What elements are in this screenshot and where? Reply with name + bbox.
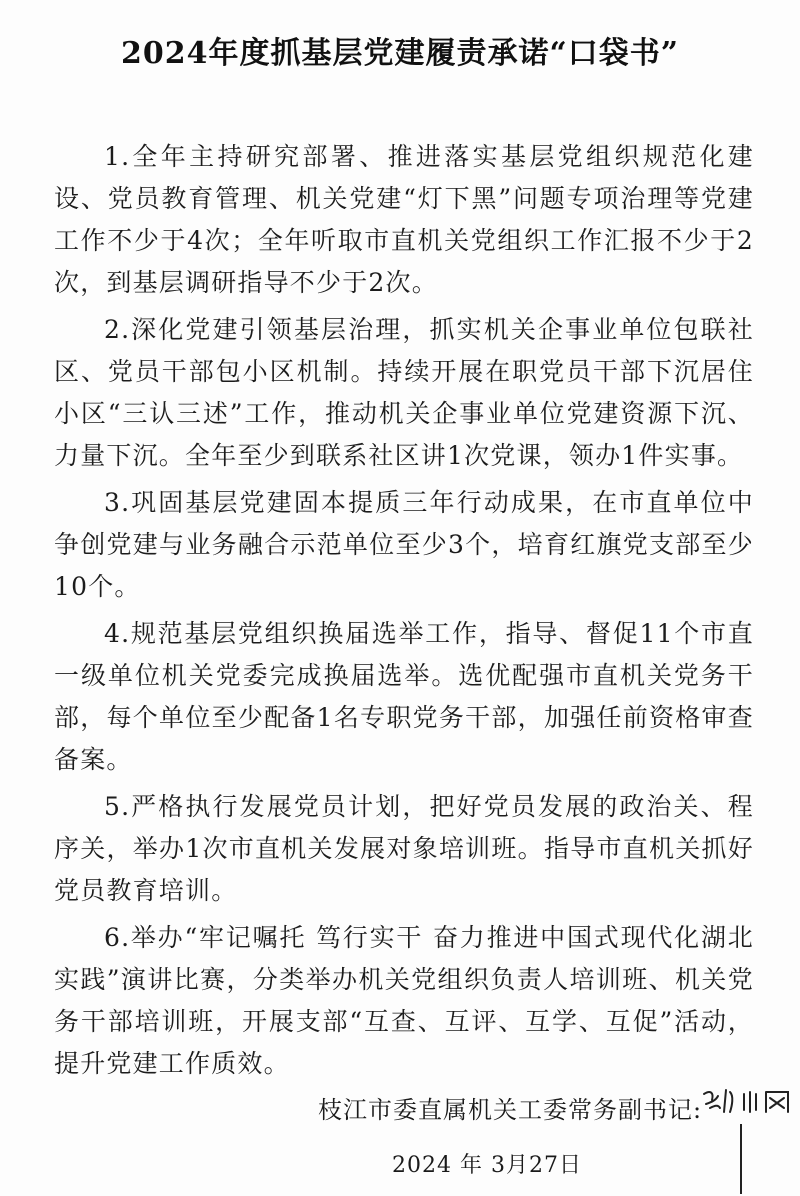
document-date: 2024 年 3月27日 bbox=[392, 1153, 582, 1178]
document-title: 2024年度抓基层党建履责承诺“口袋书” bbox=[120, 36, 679, 71]
margin-line bbox=[740, 1124, 742, 1194]
commitment-item-1: 1.全年主持研究部署、推进落实基层党组织规范化建设、党员教育管理、机关党建“灯下黑”问题专项治理等党建工作不少于4次；全年听取市直机关党组织工作汇报不少于2次，到基层调研指导不少于2次。 bbox=[54, 142, 754, 297]
commitment-item-6: 6.举办“牢记嘱托 笃行实干 奋力推进中国式现代化湖北实践”演讲比赛，分类举办机关党组织负责人培训班、机关党务干部培训班，开展支部“互查、互评、互学、互促”活动，提升党建工作质效。 bbox=[54, 923, 754, 1078]
commitment-item-5: 5.严格执行发展党员计划，把好党员发展的政治关、程序关，举办1次市直机关发展对象培训班。指导市直机关抓好党员教育培训。 bbox=[54, 792, 754, 905]
handwritten-signature bbox=[700, 1082, 800, 1126]
signatory-title: 枝江市委直属机关工委常务副书记: bbox=[318, 1096, 703, 1124]
commitment-item-3: 3.巩固基层党建固本提质三年行动成果，在市直单位中争创党建与业务融合示范单位至少3个，培育红旗党支部至少10个。 bbox=[54, 488, 754, 601]
document-body bbox=[54, 136, 754, 1090]
commitment-item-4: 4.规范基层党组织换届选举工作，指导、督促11个市直一级单位机关党委完成换届选举。选优配强市直机关党务干部，每个单位至少配备1名专职党务干部，加强任前资格审查备案。 bbox=[54, 619, 754, 774]
commitment-item-2: 2.深化党建引领基层治理，抓实机关企事业单位包联社区、党员干部包小区机制。持续开展在职党员干部下沉居住小区“三认三述”工作，推动机关企事业单位党建资源下沉、力量下沉。全年至少到联系社区讲1次党课，领办1件实事。 bbox=[54, 315, 754, 470]
